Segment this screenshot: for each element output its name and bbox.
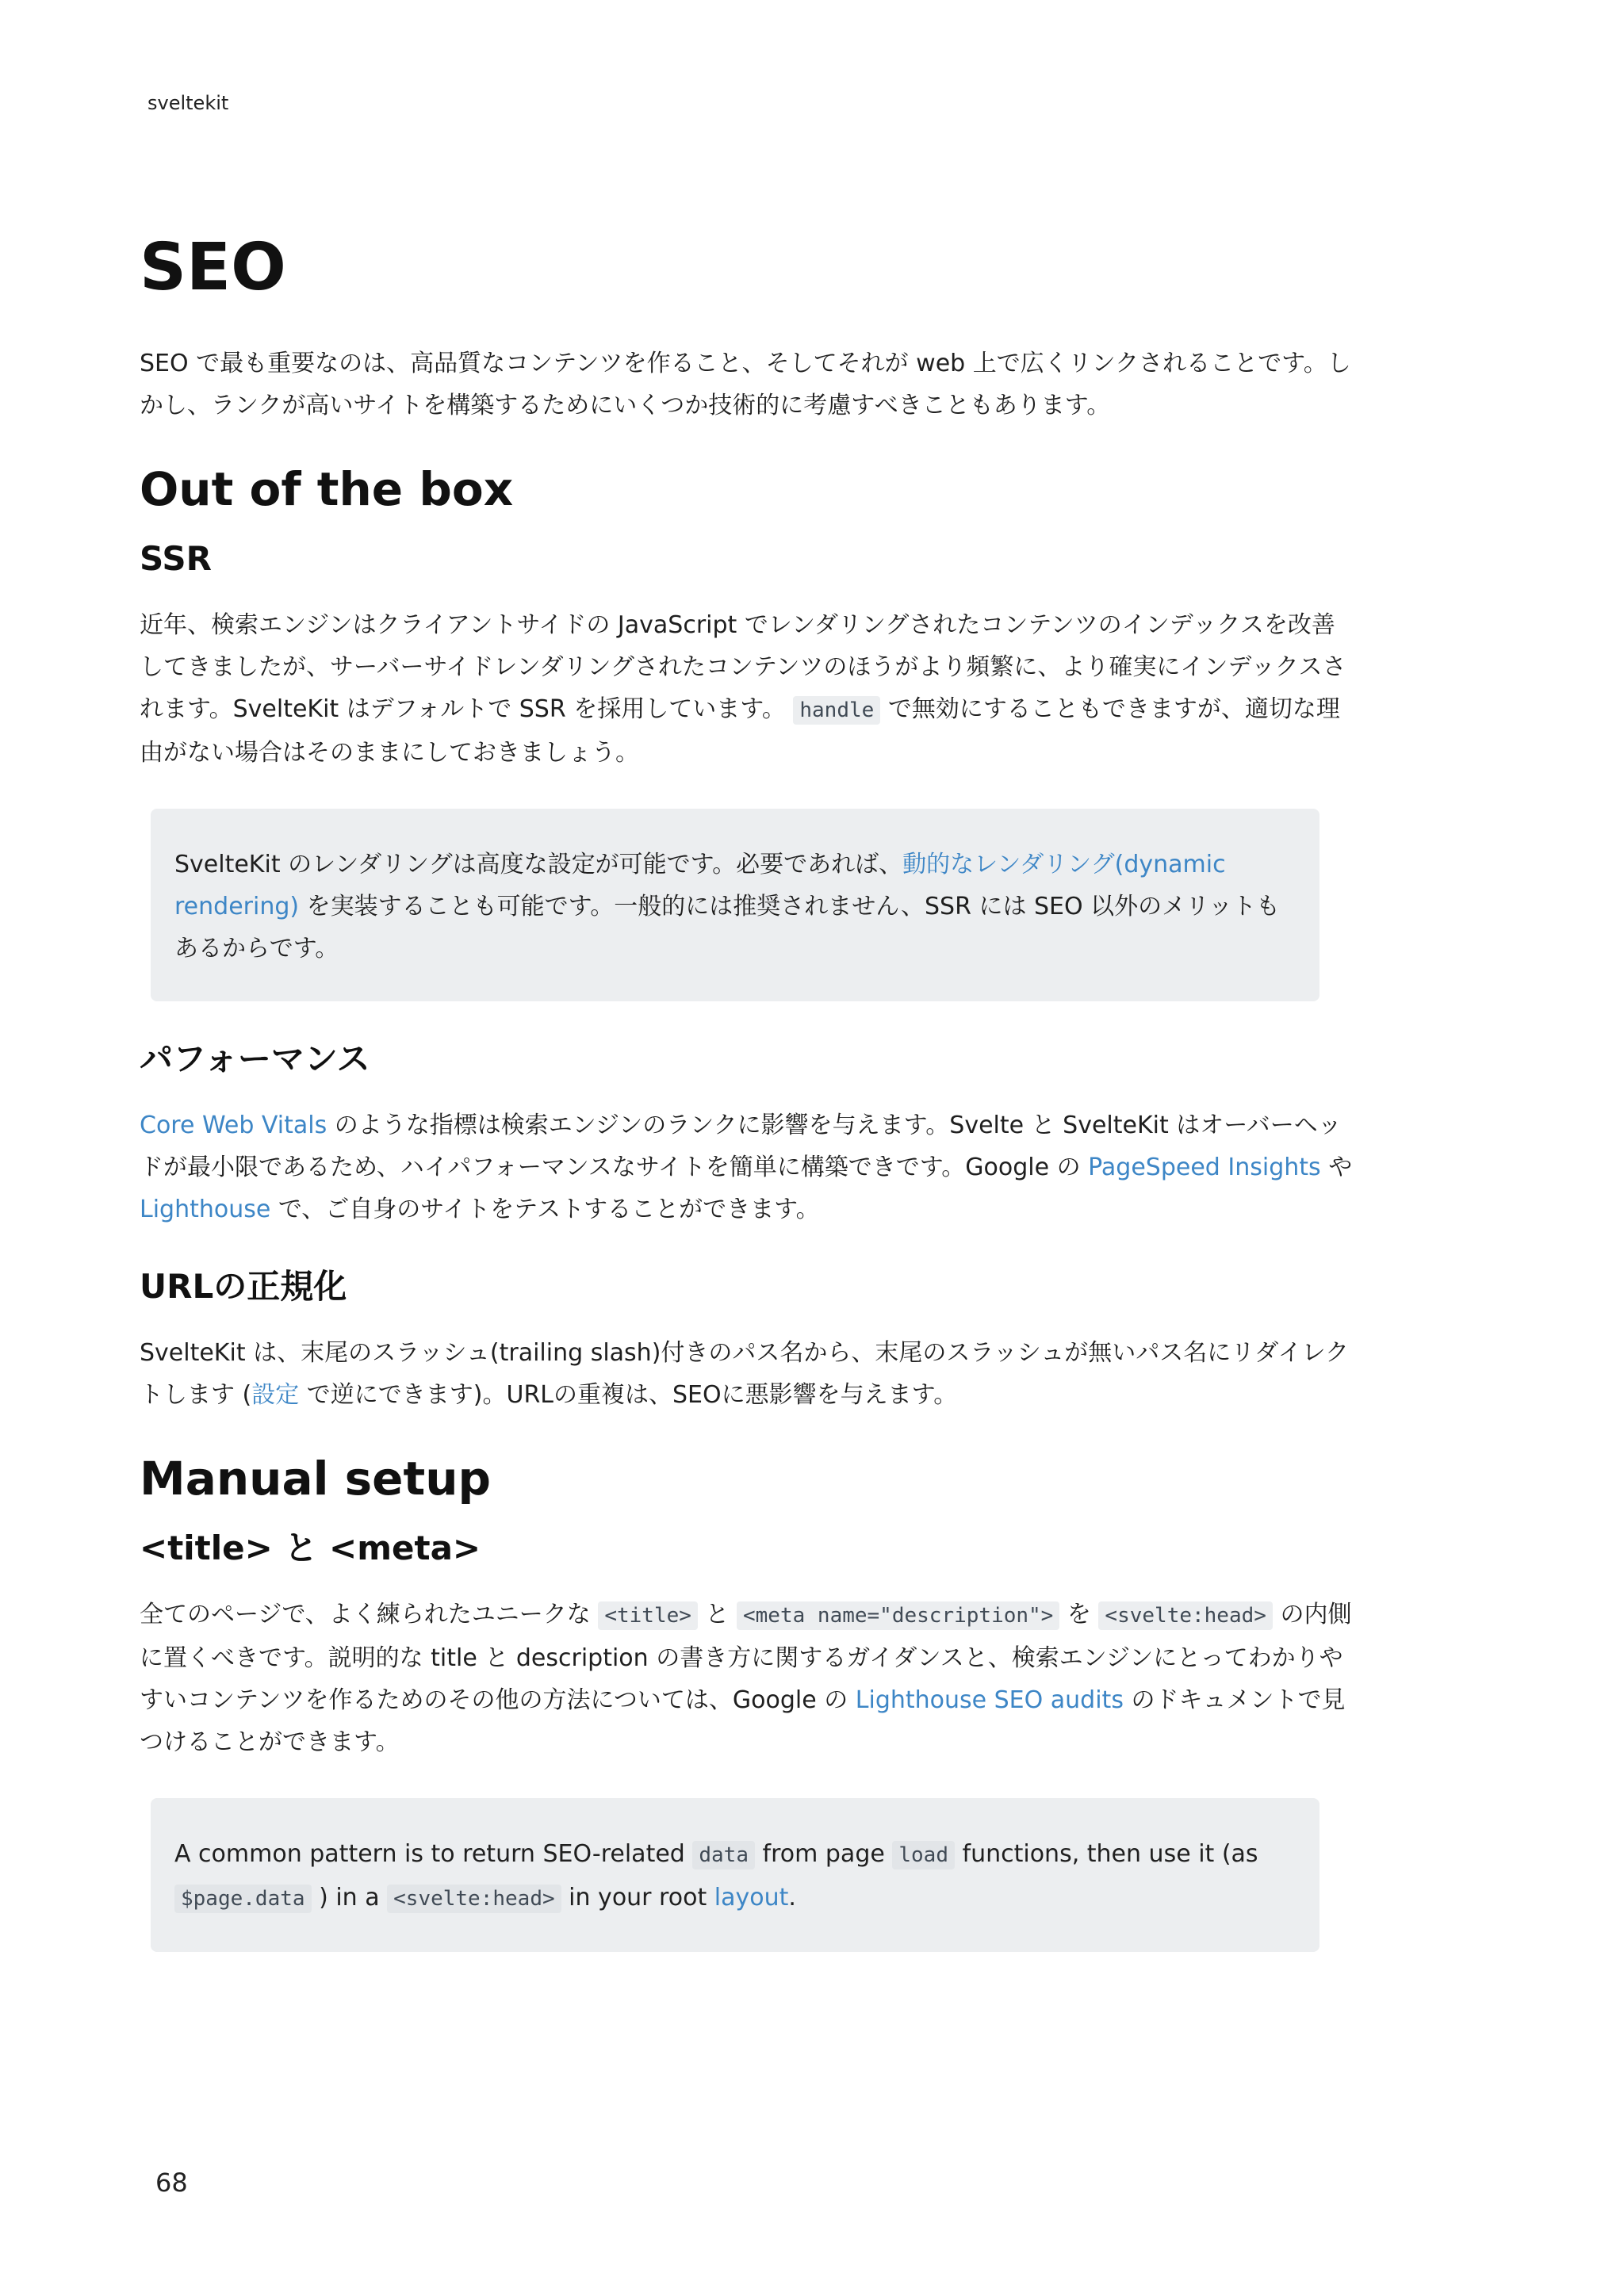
subsection-heading-title-meta: <title> と <meta> bbox=[140, 1529, 481, 1567]
note-text: in your root bbox=[561, 1884, 714, 1911]
subsection-heading-performance: パフォーマンス bbox=[140, 1039, 370, 1078]
subsection-heading-url-normalization: URLの正規化 bbox=[140, 1267, 347, 1306]
performance-text: のような指標は検索エンジンのランクに影響を与えます。Svelte と SvelteKit はオーバーヘッドが最小限であるため、ハイパフォーマンスなサイトを簡単に構築できです。Google の bbox=[140, 1112, 1342, 1181]
title-meta-text: の内側に置くべきです。説明的な title と description の書き方に関するガイダンスと、検索エンジンにとってわかりやすいコンテンツを作るためのその他の方法については、Google の bbox=[140, 1601, 1352, 1714]
ssr-text: 近年、検索エンジンはクライアントサイドの JavaScript でレンダリングされたコンテンツのインデックスを改善してきましたが、サーバーサイドレンダリングされたコンテンツのほうがより頻繁に、より確実にインデックスされます。SvelteKit はデフォルトで SSR を採用しています。 bbox=[140, 611, 1346, 723]
note-text: from page bbox=[755, 1840, 893, 1868]
title-meta-text: のドキュメントで見つけることができます。 bbox=[140, 1686, 1346, 1756]
inline-code-data: data bbox=[692, 1841, 755, 1869]
page-number: 68 bbox=[155, 2168, 188, 2198]
performance-paragraph bbox=[140, 1104, 1356, 1230]
title-meta-text: を bbox=[1059, 1601, 1099, 1628]
inline-code-page-data: $page.data bbox=[174, 1885, 312, 1913]
note-text: . bbox=[788, 1884, 796, 1911]
inline-code-svelte-head: <svelte:head> bbox=[1098, 1601, 1273, 1630]
section-heading-out-of-the-box: Out of the box bbox=[140, 462, 514, 516]
inline-code-meta-description: <meta name="description"> bbox=[737, 1601, 1059, 1630]
note-box-rendering bbox=[151, 809, 1320, 1001]
dynamic-rendering-link[interactable]: 動的なレンダリング(dynamic rendering) bbox=[174, 851, 1226, 920]
inline-code-load: load bbox=[892, 1841, 955, 1869]
inline-code-handle: handle bbox=[793, 696, 880, 725]
lighthouse-link[interactable]: Lighthouse bbox=[140, 1196, 271, 1223]
page-title: SEO bbox=[140, 230, 286, 305]
note-box-seo-pattern bbox=[151, 1798, 1320, 1952]
note-text: を実装することも可能です。一般的には推奨されません、SSR には SEO 以外のメリットもあるからです。 bbox=[174, 893, 1280, 962]
note-paragraph bbox=[174, 1833, 1296, 1920]
url-paragraph bbox=[140, 1332, 1356, 1416]
note-text: A common pattern is to return SEO-related bbox=[174, 1840, 693, 1868]
pagespeed-insights-link[interactable]: PageSpeed Insights bbox=[1088, 1154, 1321, 1181]
url-text: で逆にできます)。URLの重複は、SEOに悪影響を与えます。 bbox=[299, 1381, 958, 1409]
note-paragraph bbox=[174, 844, 1296, 970]
lighthouse-seo-audits-link[interactable]: Lighthouse SEO audits bbox=[855, 1686, 1124, 1714]
subsection-heading-ssr: SSR bbox=[140, 539, 212, 578]
ssr-paragraph bbox=[140, 604, 1356, 774]
note-text: ) in a bbox=[311, 1884, 388, 1911]
title-meta-text: と bbox=[697, 1601, 737, 1628]
note-text: SvelteKit のレンダリングは高度な設定が可能です。必要であれば、 bbox=[174, 851, 903, 878]
intro-paragraph: SEO で最も重要なのは、高品質なコンテンツを作ること、そしてそれが web 上で広くリンクされることです。しかし、ランクが高いサイトを構築するためにいくつか技術的に考慮すべきこともあります。 bbox=[140, 350, 1351, 419]
inline-code-svelte-head: <svelte:head> bbox=[387, 1885, 561, 1913]
url-text: SvelteKit は、末尾のスラッシュ(trailing slash)付きのパス名から、末尾のスラッシュが無いパス名にリダイレクトします ( bbox=[140, 1339, 1349, 1409]
layout-link[interactable]: layout bbox=[714, 1884, 789, 1911]
performance-text: で、ご自身のサイトをテストすることができます。 bbox=[270, 1196, 820, 1223]
core-web-vitals-link[interactable]: Core Web Vitals bbox=[140, 1112, 327, 1139]
title-meta-paragraph bbox=[140, 1594, 1356, 1763]
document-body bbox=[140, 230, 1356, 1988]
note-text: functions, then use it (as bbox=[954, 1840, 1258, 1868]
inline-code-title: <title> bbox=[598, 1601, 698, 1630]
running-head: sveltekit bbox=[147, 92, 229, 114]
title-meta-text: 全てのページで、よく練られたユニークな bbox=[140, 1601, 599, 1628]
performance-text: や bbox=[1320, 1154, 1353, 1181]
settings-link[interactable]: 設定 bbox=[251, 1381, 300, 1409]
ssr-text: で無効にすることもできますが、適切な理由がない場合はそのままにしておきましょう。 bbox=[140, 695, 1340, 767]
section-heading-manual-setup: Manual setup bbox=[140, 1452, 492, 1506]
